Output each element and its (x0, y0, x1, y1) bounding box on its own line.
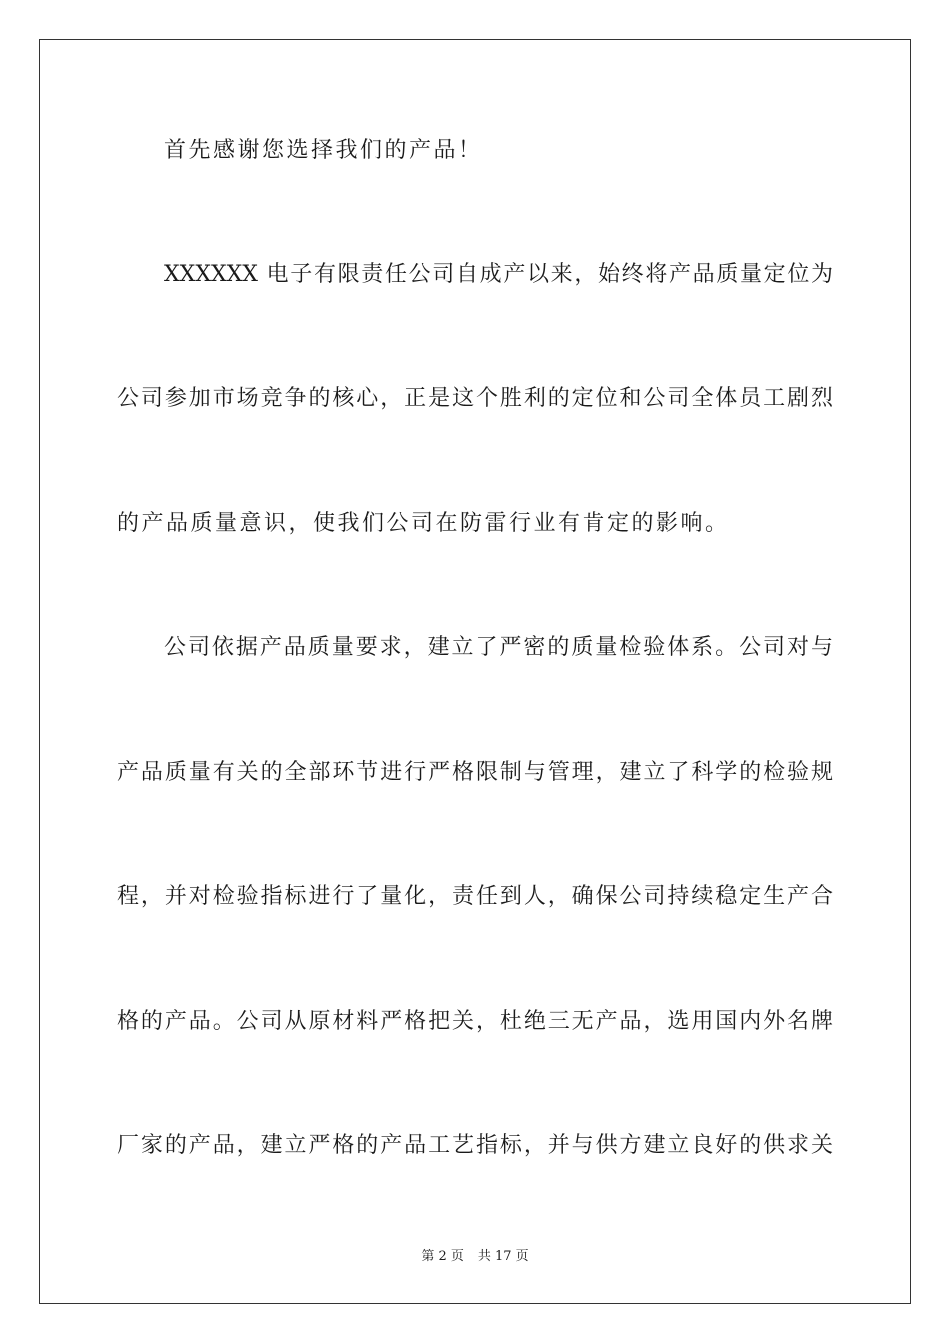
paragraph-line-2: XXXXXX 电子有限责任公司自成产以来，始终将产品质量定位为 (164, 262, 833, 287)
page-number: 第 2 页 (421, 1249, 464, 1264)
page-border (39, 39, 911, 1304)
page-total: 共 17 页 (477, 1249, 529, 1264)
paragraph-line-7: 程，并对检验指标进行了量化，责任到人，确保公司持续稳定生产合 (117, 884, 833, 909)
paragraph-line-3: 公司参加市场竞争的核心，正是这个胜利的定位和公司全体员工剧烈 (117, 386, 833, 411)
paragraph-line-6: 产品质量有关的全部环节进行严格限制与管理，建立了科学的检验规 (117, 760, 833, 785)
page-footer (0, 1248, 950, 1266)
paragraph-line-1: 首先感谢您选择我们的产品！ (164, 138, 483, 163)
paragraph-line-5: 公司依据产品质量要求，建立了严密的质量检验体系。公司对与 (164, 635, 833, 660)
paragraph-line-9: 厂家的产品，建立严格的产品工艺指标，并与供方建立良好的供求关 (117, 1133, 833, 1158)
paragraph-line-8: 格的产品。公司从原材料严格把关，杜绝三无产品，选用国内外名牌 (117, 1009, 833, 1034)
paragraph-line-4: 的产品质量意识，使我们公司在防雷行业有肯定的影响。 (117, 511, 730, 536)
